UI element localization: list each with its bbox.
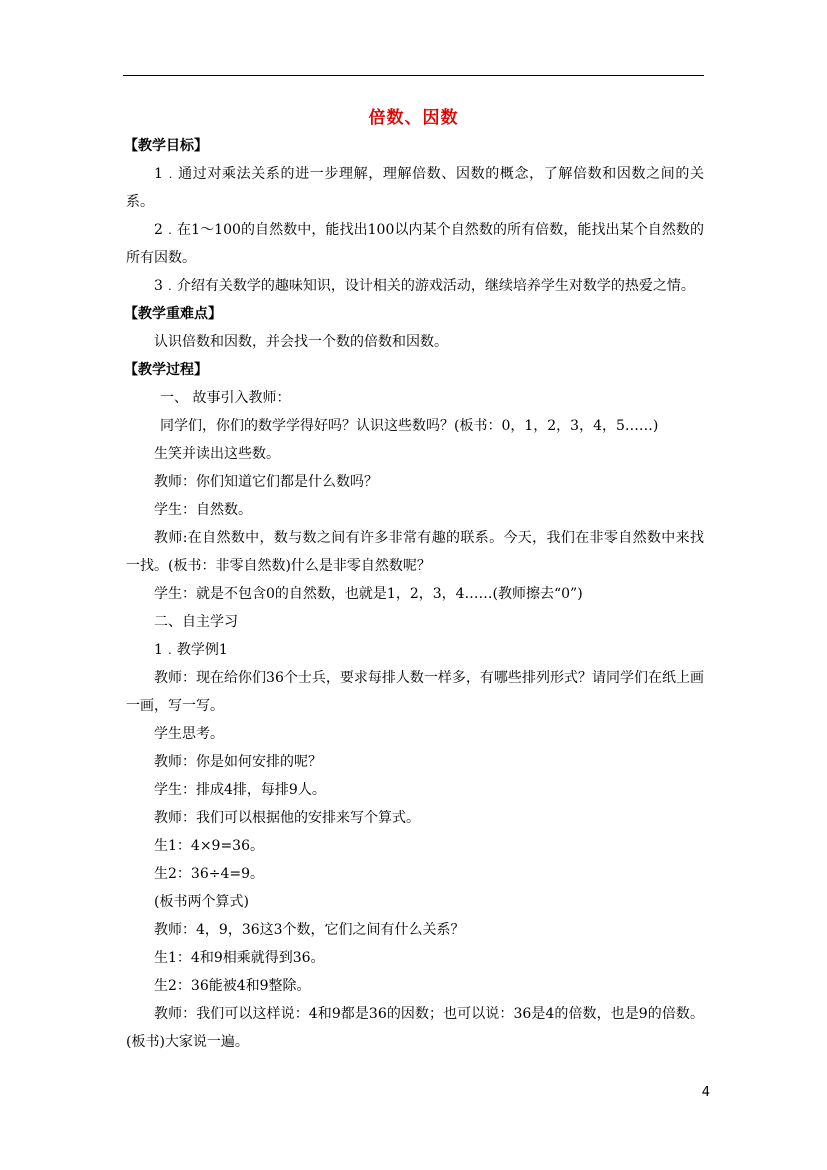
paragraph: 生2：36÷4=9。 [154, 866, 264, 882]
paragraph: 教师：我们可以这样说：4和9都是36的因数；也可以说：36是4的倍数，也是9的倍数。(板书)大家说一遍。 [126, 1006, 704, 1050]
paragraph: 生笑并读出这些数。 [154, 446, 280, 462]
paragraph: 2﹒在1～100的自然数中，能找出100以内某个自然数的所有倍数，能找出某个自然数的所有因数。 [126, 222, 704, 266]
paragraph: 【教学过程】 [124, 362, 208, 378]
paragraph: 认识倍数和因数，并会找一个数的倍数和因数。 [154, 334, 448, 350]
paragraph: (板书两个算式) [154, 894, 249, 910]
paragraph: 教师：你们知道它们都是什么数吗？ [154, 474, 378, 490]
paragraph: 二、自主学习 [154, 614, 238, 630]
paragraph: 3﹒介绍有关数学的趣味知识，设计相关的游戏活动，继续培养学生对数学的热爱之情。 [154, 278, 695, 294]
paragraph: 学生思考。 [154, 726, 224, 742]
paragraph: 学生：就是不包含0的自然数，也就是1，2，3，4……(教师擦去“0”) [154, 586, 583, 602]
paragraph: 1﹒通过对乘法关系的进一步理解，理解倍数、因数的概念，了解倍数和因数之间的关系。 [126, 166, 704, 210]
paragraph: 生1：4和9相乘就得到36。 [154, 950, 325, 966]
paragraph: 教师：我们可以根据他的安排来写个算式。 [154, 810, 420, 826]
paragraph: 教师：4，9，36这3个数，它们之间有什么关系？ [154, 922, 465, 938]
paragraph: 生1：4×9=36。 [154, 838, 264, 854]
page-number: 4 [701, 1085, 710, 1100]
paragraph: 【教学目标】 [124, 138, 208, 154]
document-body [126, 132, 704, 1056]
document-title: 倍数、因数 [368, 108, 459, 128]
paragraph: 一、 故事引入教师： [160, 390, 291, 406]
paragraph: 同学们，你们的数学学得好吗？认识这些数吗？(板书：0，1，2，3，4，5……) [160, 418, 659, 434]
paragraph: 1﹒教学例1 [154, 642, 228, 658]
paragraph: 教师：你是如何安排的呢？ [154, 754, 322, 770]
paragraph: 学生：自然数。 [154, 502, 252, 518]
paragraph: 教师:在自然数中，数与数之间有许多非常有趣的联系。今天，我们在非零自然数中来找一找。(板书：非零自然数)什么是非零自然数呢？ [126, 530, 704, 574]
header-rule [123, 75, 704, 76]
paragraph: 学生：排成4排，每排9人。 [154, 782, 326, 798]
paragraph: 生2：36能被4和9整除。 [154, 978, 311, 994]
paragraph: 教师：现在给你们36个士兵，要求每排人数一样多，有哪些排列形式？请同学们在纸上画一画，写一写。 [126, 670, 704, 714]
paragraph: 【教学重难点】 [124, 306, 222, 322]
